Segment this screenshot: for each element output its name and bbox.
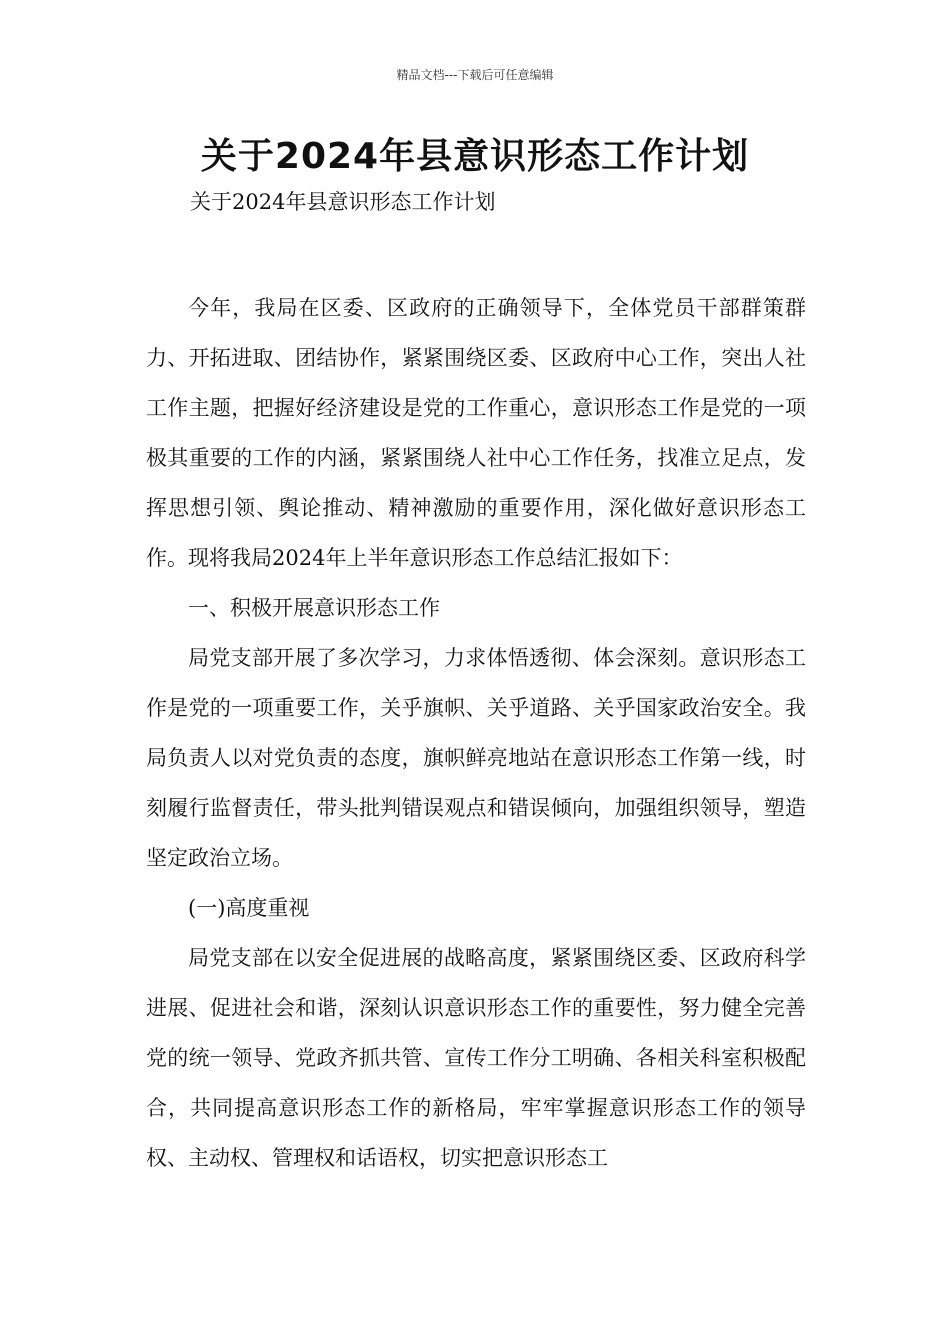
document-body — [146, 283, 806, 1183]
page-header: 精品文档---下载后可任意编辑 — [396, 68, 554, 82]
paragraph-intro: 今年，我局在区委、区政府的正确领导下，全体党员干部群策群力、开拓进取、团结协作，紧紧围绕区委、区政府中心工作，突出人社工作主题，把握好经济建设是党的工作重心，意识形态工作是党的一项极其重要的工作的内涵，紧紧围绕人社中心工作任务，找准立足点，发挥思想引领、舆论推动、精神激励的重要作用，深化做好意识形态工作。现将我局2024年上半年意识形态工作总结汇报如下： — [146, 296, 806, 570]
paragraph-subsection-1: 局党支部在以安全促进展的战略高度，紧紧围绕区委、区政府科学进展、促进社会和谐，深刻认识意识形态工作的重要性，努力健全完善党的统一领导、党政齐抓共管、宣传工作分工明确、各相关科室积极配合，共同提高意识形态工作的新格局，牢牢掌握意识形态工作的领导权、主动权、管理权和话语权，切实把意识形态工 — [146, 946, 806, 1170]
section-heading-1: 一、积极开展意识形态工作 — [188, 596, 440, 620]
document-subtitle: 关于2024年县意识形态工作计划 — [190, 190, 496, 214]
document-title: 关于2024年县意识形态工作计划 — [200, 136, 750, 177]
subsection-heading-1: (一)高度重视 — [188, 896, 310, 920]
paragraph-section-1: 局党支部开展了多次学习，力求体悟透彻、体会深刻。意识形态工作是党的一项重要工作，关乎旗帜、关乎道路、关乎国家政治安全。我局负责人以对党负责的态度，旗帜鲜亮地站在意识形态工作第一线，时刻履行监督责任，带头批判错误观点和错误倾向，加强组织领导，塑造坚定政治立场。 — [146, 646, 806, 870]
